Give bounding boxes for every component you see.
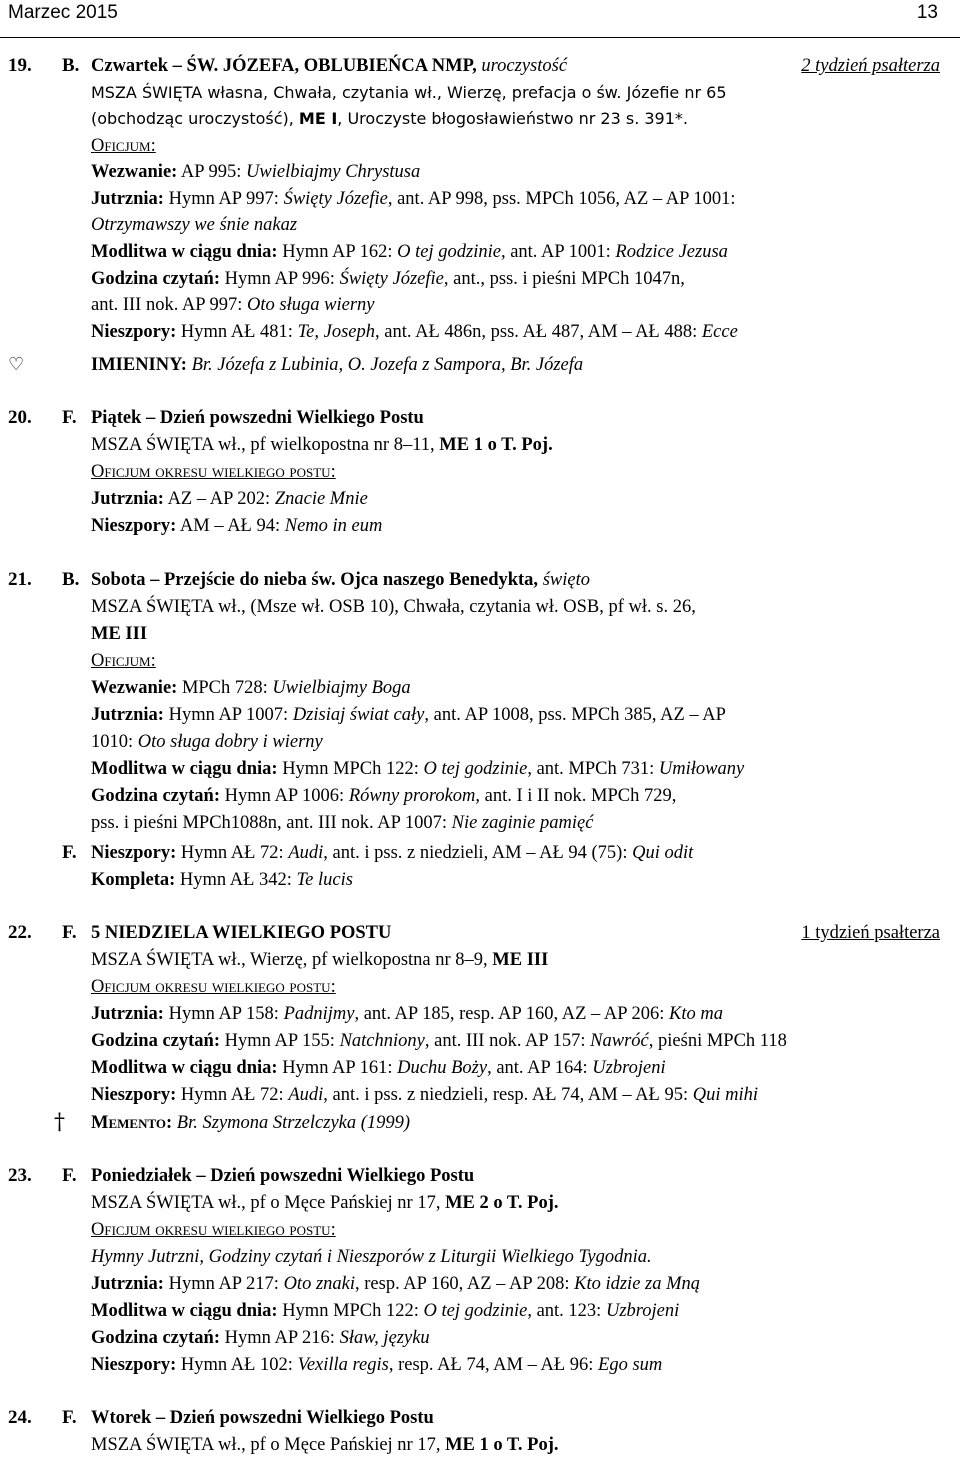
day-title: Poniedziałek – Dzień powszedni Wielkiego Postu: [91, 1166, 475, 1186]
cross-icon: †: [54, 1110, 65, 1135]
daytime-prayer-line: Modlitwa w ciągu dnia: Hymn MPCh 122: O tej godzinie, ant. MPCh 731: Umiłowany: [91, 759, 745, 779]
office-heading: Oficjum:: [91, 136, 156, 156]
day-number: 24.: [8, 1407, 32, 1428]
name-days-line: IMIENINY: Br. Józefa z Lubinia, O. Jozefa z Sampora, Br. Józefa: [91, 355, 584, 375]
mass-line: MSZA ŚWIĘTA wł., pf wielkopostna nr 8–11, ME 1 o T. Poj.: [91, 435, 553, 455]
memento-line: Memento: Br. Szymona Strzelczyka (1999): [91, 1113, 411, 1133]
day-title: Piątek – Dzień powszedni Wielkiego Postu: [91, 408, 424, 428]
invitatory-line: Wezwanie: MPCh 728: Uwielbiajmy Boga: [91, 678, 411, 698]
day-letter: B.: [62, 569, 80, 590]
hymns-note: Hymny Jutrzni, Godziny czytań i Nieszporów z Liturgii Wielkiego Tygodnia.: [91, 1247, 652, 1267]
office-heading: Oficjum okresu wielkiego postu:: [91, 462, 336, 482]
header-month: Marzec 2015: [8, 2, 118, 23]
lauds-line: Jutrznia: Hymn AP 997: Święty Józefie, ant. AP 998, pss. MPCh 1056, AZ – AP 1001:: [91, 189, 736, 209]
mass-line: MSZA ŚWIĘTA wł., Wierzę, pf wielkopostna nr 8–9, ME III: [91, 950, 549, 970]
lauds-line-2: 1010: Oto sługa dobry i wierny: [91, 732, 323, 752]
day-letter: B.: [62, 55, 80, 76]
day-number: 23.: [8, 1165, 32, 1186]
day-title: Czwartek – ŚW. JÓZEFA, OBLUBIEŃCA NMP, uroczystość 2 tydzień psałterza: [91, 53, 940, 79]
day-title: 5 NIEDZIELA WIELKIEGO POSTU 1 tydzień psałterza: [91, 920, 940, 946]
readings-line: Godzina czytań: Hymn AP 1006: Równy prorokom, ant. I i II nok. MPCh 729,: [91, 786, 677, 806]
mass-line-2: (obchodząc uroczystość), ME I, Uroczyste błogosławieństwo nr 23 s. 391*.: [91, 109, 688, 128]
vespers-line: Nieszpory: Hymn AŁ 481: Te, Joseph, ant. AŁ 486n, pss. AŁ 487, AM – AŁ 488: Ecce: [91, 322, 738, 342]
day-title: Wtorek – Dzień powszedni Wielkiego Postu: [91, 1408, 434, 1428]
lauds-line: Jutrznia: Hymn AP 1007: Dzisiaj świat cały, ant. AP 1008, pss. MPCh 385, AZ – AP: [91, 705, 726, 725]
day-letter: F.: [62, 1165, 77, 1186]
vespers-line: Nieszpory: Hymn AŁ 102: Vexilla regis, resp. AŁ 74, AM – AŁ 96: Ego sum: [91, 1355, 663, 1375]
vespers-line: Nieszpory: AM – AŁ 94: Nemo in eum: [91, 516, 383, 536]
daytime-prayer-line: Modlitwa w ciągu dnia: Hymn AP 161: Duchu Boży, ant. AP 164: Uzbrojeni: [91, 1058, 666, 1078]
office-heading: Oficjum okresu wielkiego postu:: [91, 977, 336, 997]
mass-line: MSZA ŚWIĘTA własna, Chwała, czytania wł., Wierzę, prefacja o św. Józefie nr 65: [91, 83, 727, 102]
daytime-prayer-line: Modlitwa w ciągu dnia: Hymn AP 162: O tej godzinie, ant. AP 1001: Rodzice Jezusa: [91, 242, 728, 262]
readings-line: Godzina czytań: Hymn AP 216: Sław, języku: [91, 1328, 430, 1348]
daytime-prayer-line: Modlitwa w ciągu dnia: Hymn MPCh 122: O tej godzinie, ant. 123: Uzbrojeni: [91, 1301, 680, 1321]
readings-line: Godzina czytań: Hymn AP 155: Natchniony, ant. III nok. AP 157: Nawróć, pieśni MPCh 118: [91, 1031, 787, 1051]
day-letter: F.: [62, 842, 77, 863]
day-letter: F.: [62, 1407, 77, 1428]
mass-line: MSZA ŚWIĘTA wł., pf o Męce Pańskiej nr 17, ME 1 o T. Poj.: [91, 1435, 559, 1455]
day-number: 22.: [8, 922, 32, 943]
day-title: Sobota – Przejście do nieba św. Ojca naszego Benedykta, święto: [91, 570, 590, 590]
vespers-line: Nieszpory: Hymn AŁ 72: Audi, ant. i pss. z niedzieli, resp. AŁ 74, AM – AŁ 95: Qui mihi: [91, 1085, 758, 1105]
office-heading: Oficjum:: [91, 651, 156, 671]
psalter-week: 2 tydzień psałterza: [801, 56, 940, 76]
lauds-line: Jutrznia: Hymn AP 217: Oto znaki, resp. AP 160, AZ – AP 208: Kto idzie za Mną: [91, 1274, 701, 1294]
readings-line-2: pss. i pieśni MPCh1088n, ant. III nok. AP 1007: Nie zaginie pamięć: [91, 813, 594, 833]
mass-line-2: ME III: [91, 624, 148, 644]
day-letter: F.: [62, 922, 77, 943]
mass-line: MSZA ŚWIĘTA wł., pf o Męce Pańskiej nr 17, ME 2 o T. Poj.: [91, 1193, 559, 1213]
invitatory-line: Wezwanie: AP 995: Uwielbiajmy Chrystusa: [91, 162, 421, 182]
readings-line-2: ant. III nok. AP 997: Oto sługa wierny: [91, 295, 375, 315]
day-number: 19.: [8, 55, 32, 76]
page-header: [0, 0, 960, 38]
lauds-line: Jutrznia: AZ – AP 202: Znacie Mnie: [91, 489, 368, 509]
lauds-line-2: Otrzymawszy we śnie nakaz: [91, 215, 298, 235]
office-heading: Oficjum okresu wielkiego postu:: [91, 1220, 336, 1240]
heart-icon: ♡: [8, 354, 25, 375]
psalter-week: 1 tydzień psałterza: [801, 923, 940, 943]
day-letter: F.: [62, 407, 77, 428]
compline-line: Kompleta: Hymn AŁ 342: Te lucis: [91, 870, 353, 890]
vespers-line: Nieszpory: Hymn AŁ 72: Audi, ant. i pss. z niedzieli, AM – AŁ 94 (75): Qui odit: [91, 843, 694, 863]
page-number: 13: [916, 2, 938, 23]
lauds-line: Jutrznia: Hymn AP 158: Padnijmy, ant. AP 185, resp. AP 160, AZ – AP 206: Kto ma: [91, 1004, 723, 1024]
mass-line: MSZA ŚWIĘTA wł., (Msze wł. OSB 10), Chwała, czytania wł. OSB, pf wł. s. 26,: [91, 597, 696, 617]
day-number: 21.: [8, 569, 32, 590]
day-number: 20.: [8, 407, 32, 428]
readings-line: Godzina czytań: Hymn AP 996: Święty Józefie, ant., pss. i pieśni MPCh 1047n,: [91, 269, 685, 289]
